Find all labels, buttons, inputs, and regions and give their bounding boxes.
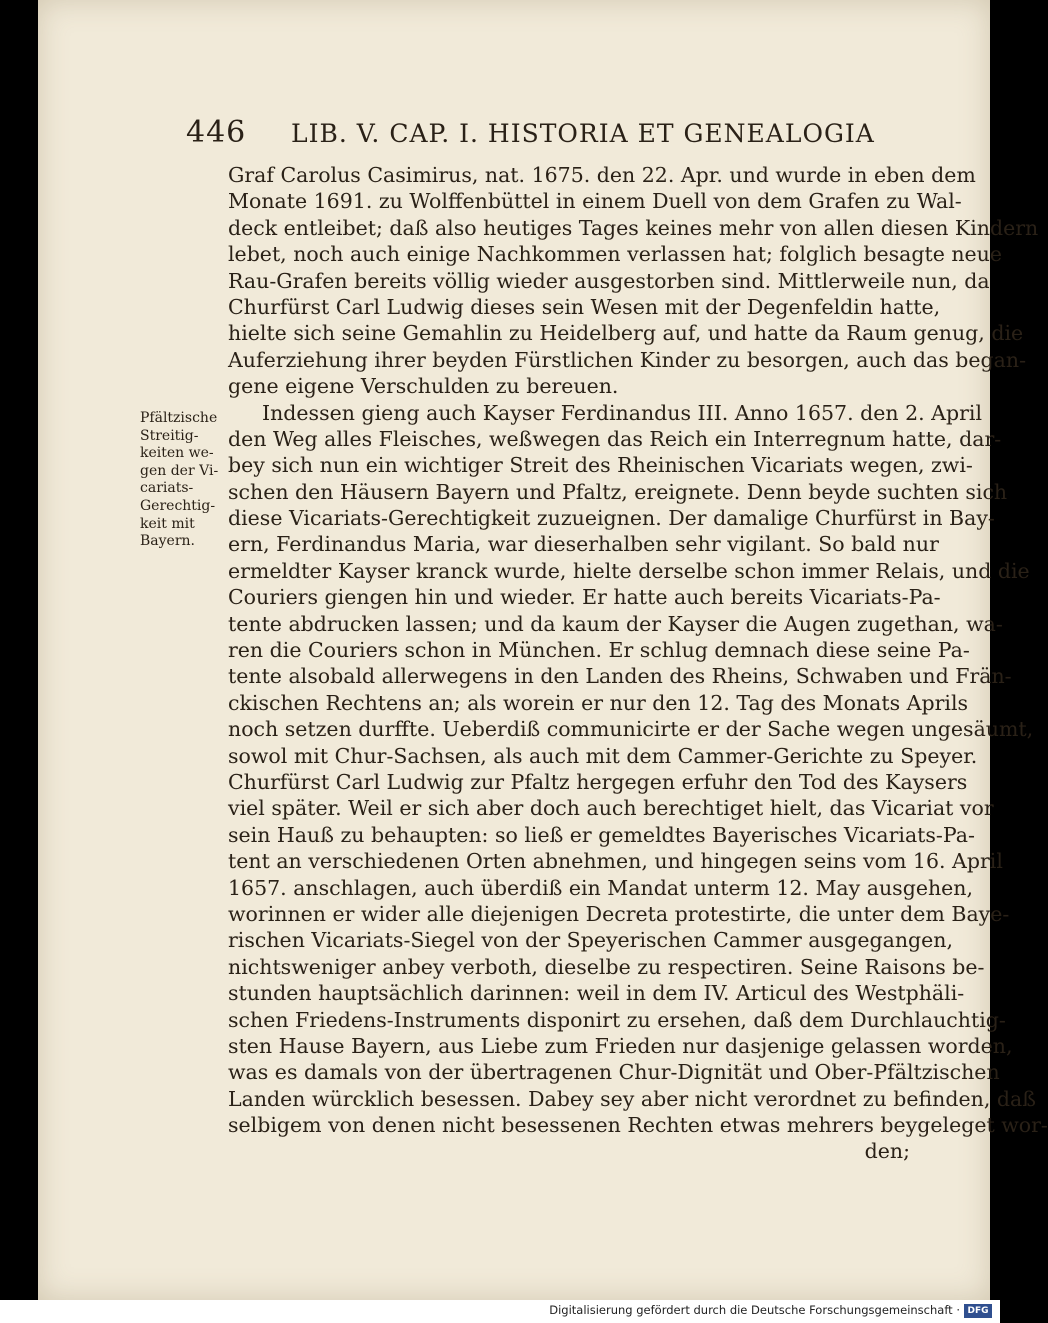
text-line: Graf Carolus Casimirus, nat. 1675. den 22. Apr. und wurde in eben dem	[228, 163, 976, 187]
text-line: Rau-Grafen bereits völlig wieder ausgestorben sind. Mittlerweile nun, da	[228, 268, 990, 293]
text-line: Landen würcklich besessen. Dabey sey aber nicht verordnet zu befinden, daß	[228, 1086, 1036, 1111]
text-line: worinnen er wider alle diejenigen Decreta protestirte, die unter dem Baye-	[228, 901, 1010, 926]
margin-line: Streitig-	[140, 427, 199, 444]
text-line: ermeldter Kayser kranck wurde, hielte derselbe schon immer Relais, und die	[228, 558, 1030, 583]
text-line: tente abdrucken lassen; und da kaum der Kayser die Augen zugethan, wa-	[228, 611, 1003, 636]
text-line: bey sich nun ein wichtiger Streit des Rheinischen Vicariats wegen, zwi-	[228, 453, 973, 478]
text-line: ren die Couriers schon in München. Er schlug demnach diese seine Pa-	[228, 638, 970, 663]
text-line: tente alsobald allerwegens in den Landen des Rheins, Schwaben und Frän-	[228, 664, 1012, 689]
margin-line: Bayern.	[140, 533, 195, 550]
text-line: 1657. anschlagen, auch überdiß ein Mandat unterm 12. May ausgehen,	[228, 875, 974, 900]
text-line: stunden hauptsächlich darinnen: weil in dem IV. Articul des Westphäli-	[228, 981, 965, 1006]
margin-line: keit mit	[140, 515, 195, 532]
text-line: diese Vicariats-Gerechtigkeit zuzueignen. Der damalige Churfürst in Bay-	[228, 506, 995, 531]
funding-credit: Digitalisierung gefördert durch die Deutsche Forschungsgemeinschaft ·	[549, 1303, 960, 1317]
text-line: Churfürst Carl Ludwig dieses sein Wesen mit der Degenfeldin hatte,	[228, 294, 941, 319]
marginal-note	[140, 410, 220, 551]
text-line: hielte sich seine Gemahlin zu Heidelberg auf, und hatte da Raum genug, die	[228, 321, 1024, 346]
text-line: was es damals von der übertragenen Chur-Dignität und Ober-Pfältzischen	[228, 1060, 1000, 1085]
text-line: den;	[864, 1139, 910, 1164]
text-line: Auferziehung ihrer beyden Fürstlichen Kinder zu besorgen, auch das began-	[228, 347, 1027, 372]
text-line: deck entleibet; daß also heutiges Tages keines mehr von allen diesen Kindern	[228, 215, 1039, 240]
text-line: ern, Ferdinandus Maria, war dieserhalben sehr vigilant. So bald nur	[228, 532, 939, 557]
text-line: selbigem von denen nicht besessenen Rechten etwas mehrers beygeleget wor-	[228, 1113, 1048, 1138]
margin-line: Pfältzische	[140, 410, 218, 426]
margin-line: keiten we-	[140, 445, 214, 462]
text-line: lebet, noch auch einige Nachkommen verlassen hat; folglich besagte neue	[228, 242, 1003, 267]
margin-line: gen der Vi-	[140, 462, 219, 479]
text-line: nichtsweniger anbey verboth, dieselbe zu respectiren. Seine Raisons be-	[228, 954, 985, 979]
text-line: gene eigene Verschulden zu bereuen.	[228, 374, 619, 399]
page-header	[186, 115, 875, 155]
running-title: LIB. V. CAP. I. HISTORIA ET GENEALOGIA	[291, 119, 875, 148]
footer-bar	[0, 1300, 1000, 1323]
text-line: schen Friedens-Instruments disponirt zu ersehen, daß dem Durchlauchtig-	[228, 1007, 1006, 1032]
text-line: Churfürst Carl Ludwig zur Pfaltz hergegen erfuhr den Tod des Kaysers	[228, 769, 968, 794]
text-line: schen den Häusern Bayern und Pfaltz, ereignete. Denn beyde suchten sich	[228, 479, 1008, 504]
dfg-logo-icon: DFG	[964, 1304, 992, 1318]
text-line: Monate 1691. zu Wolffenbüttel in einem Duell von dem Grafen zu Wal-	[228, 189, 962, 214]
margin-line: cariats-	[140, 480, 194, 497]
text-line: sein Hauß zu behaupten: so ließ er gemeldtes Bayerisches Vicariats-Pa-	[228, 822, 975, 847]
text-line: ckischen Rechtens an; als worein er nur den 12. Tag des Monats Aprils	[228, 690, 969, 715]
text-line: tent an verschiedenen Orten abnehmen, und hingegen seins vom 16. April	[228, 849, 1003, 874]
text-line: rischen Vicariats-Siegel von der Speyerischen Cammer ausgegangen,	[228, 928, 954, 953]
text-line: Couriers giengen hin und wieder. Er hatte auch bereits Vicariats-Pa-	[228, 585, 941, 610]
text-line: sowol mit Chur-Sachsen, als auch mit dem Cammer-Gerichte zu Speyer.	[228, 743, 978, 768]
text-line: sten Hause Bayern, aus Liebe zum Frieden nur dasjenige gelassen worden,	[228, 1033, 1013, 1058]
text-line: Indessen gieng auch Kayser Ferdinandus III. Anno 1657. den 2. April	[262, 400, 983, 425]
text-line: noch setzen durffte. Ueberdiß communicirte er der Sache wegen ungesäumt,	[228, 717, 1034, 742]
text-line: viel später. Weil er sich aber doch auch berechtiget hielt, das Vicariat vor	[228, 796, 994, 821]
body-text	[228, 162, 1048, 1165]
page-number: 446	[186, 115, 247, 150]
margin-line: Gerechtig-	[140, 497, 216, 514]
text-line: den Weg alles Fleisches, weßwegen das Reich ein Interregnum hatte, dar-	[228, 426, 1002, 451]
